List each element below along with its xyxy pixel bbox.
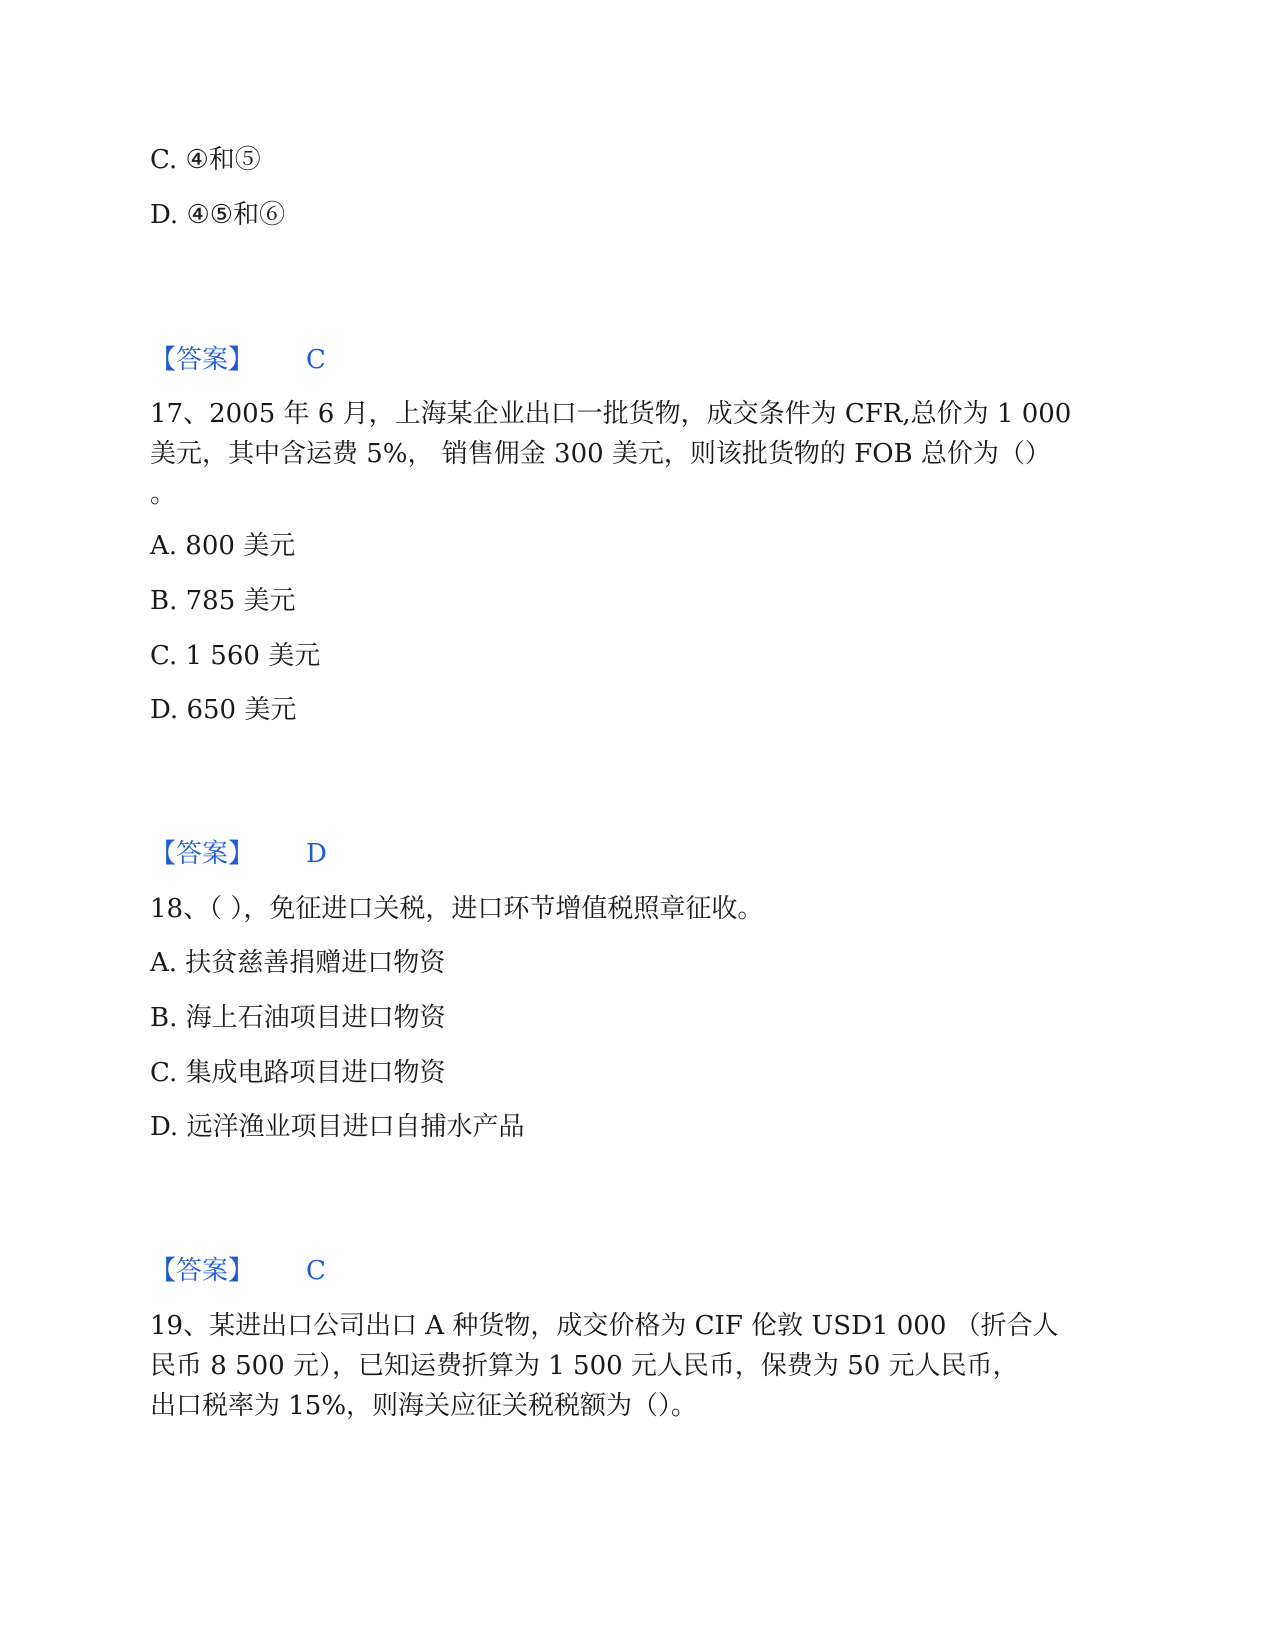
question-19-line-3: 出口税率为 15%，则海关应征关税税额为（）。: [150, 1391, 698, 1421]
question-17-option-b: B. 785 美元: [150, 586, 296, 616]
question-17-option-a: A. 800 美元: [150, 531, 296, 561]
answer-block-q17: [150, 837, 327, 871]
answer-value: C: [306, 345, 326, 375]
question-17-line-1: 17、2005 年 6 月，上海某企业出口一批货物，成交条件为 CFR,总价为 1 000: [150, 399, 1072, 429]
question-19-line-1: 19、某进出口公司出口 A 种货物，成交价格为 CIF 伦敦 USD1 000 （折合人: [150, 1311, 1059, 1341]
question-17-line-2: 美元，其中含运费 5%， 销售佣金 300 美元，则该批货物的 FOB 总价为（）: [150, 439, 1051, 469]
option-c: C. ④和⑤: [150, 145, 261, 175]
answer-block-q16: [150, 343, 326, 377]
answer-value: C: [306, 1256, 326, 1286]
question-18-option-a: A. 扶贫慈善捐赠进口物资: [150, 948, 446, 978]
question-18-option-d: D. 远洋渔业项目进口自捕水产品: [150, 1112, 525, 1142]
answer-label: 【答案】: [150, 345, 255, 375]
answer-value: D: [306, 839, 327, 869]
question-17-line-3: 。: [150, 479, 177, 509]
question-18-option-c: C. 集成电路项目进口物资: [150, 1058, 446, 1088]
question-17-option-d: D. 650 美元: [150, 695, 297, 725]
question-17-option-c: C. 1 560 美元: [150, 641, 321, 671]
answer-label: 【答案】: [150, 1256, 255, 1286]
question-18-line-1: 18、（ ），免征进口关税，进口环节增值税照章征收。: [150, 894, 764, 924]
answer-label: 【答案】: [150, 839, 255, 869]
option-d: D. ④⑤和⑥: [150, 200, 286, 230]
question-18-option-b: B. 海上石油项目进口物资: [150, 1003, 446, 1033]
answer-block-q18: [150, 1254, 326, 1288]
question-19-line-2: 民币 8 500 元），已知运费折算为 1 500 元人民币，保费为 50 元人民币，: [150, 1351, 1019, 1381]
